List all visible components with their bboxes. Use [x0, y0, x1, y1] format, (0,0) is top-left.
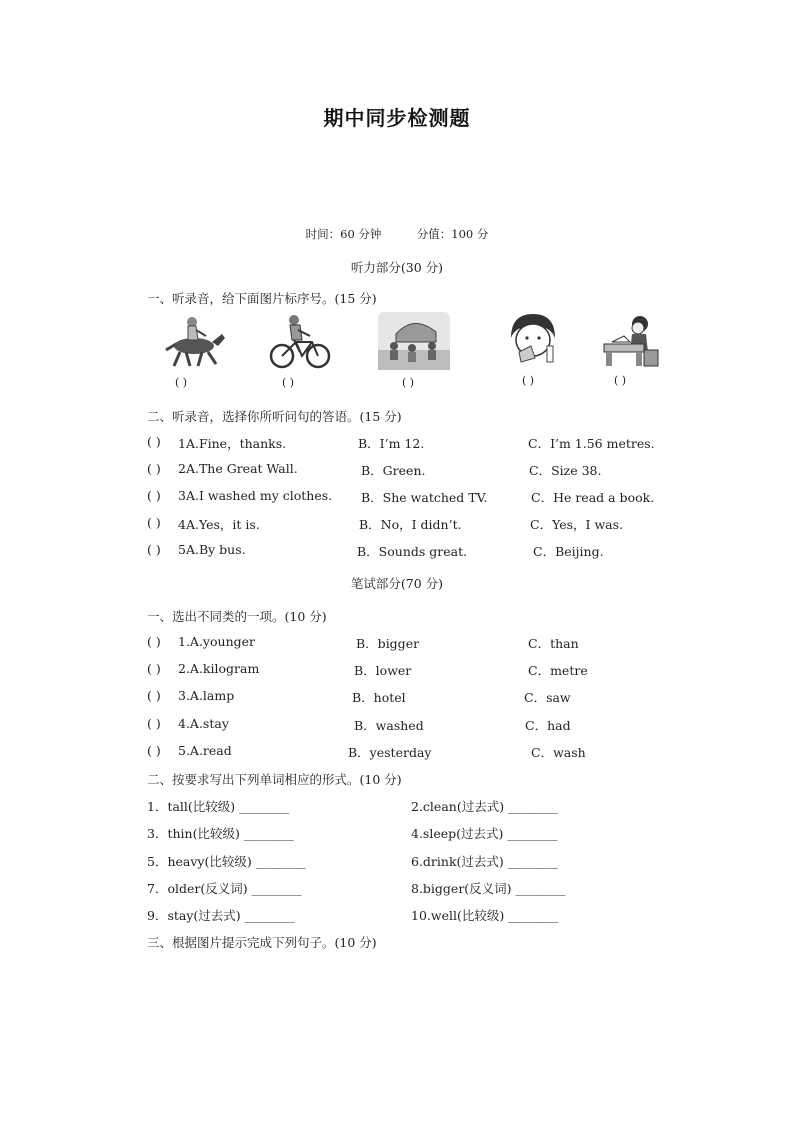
option-c: C．Size 38. [529, 463, 602, 478]
answer-paren[interactable]: ( ) [147, 434, 161, 449]
answer-paren[interactable]: ( ) [147, 688, 161, 703]
writing-part3-title: 三、根据图片提示完成下列句子。(10 分) [147, 935, 377, 950]
answer-paren[interactable]: ( ) [147, 515, 161, 530]
option-c: C．had [525, 718, 571, 733]
option-b: B．Sounds great. [357, 544, 468, 559]
option-c: C．He read a book. [531, 490, 655, 505]
page-title: 期中同步检测题 [323, 106, 471, 130]
picture-answer-paren[interactable]: ( ) [522, 374, 535, 387]
answer-paren[interactable]: ( ) [147, 488, 161, 503]
word-form-item[interactable]: 7．older(反义词) ________ [147, 881, 302, 896]
total-score: 分值：100 分 [416, 227, 489, 241]
option-b: B．washed [354, 718, 424, 733]
option-a: 4.A.stay [178, 716, 229, 731]
listening-part2-title: 二、听录音，选择你所听问句的答语。(15 分) [147, 409, 402, 424]
sick-girl-icon [505, 312, 561, 372]
horse-rider-icon [160, 312, 228, 374]
word-form-item[interactable]: 9．stay(过去式) ________ [147, 908, 295, 923]
option-b: B．Green. [361, 463, 426, 478]
writing-heading: 笔试部分(70 分) [350, 576, 444, 591]
picture-answer-paren[interactable]: ( ) [175, 376, 188, 389]
word-form-item[interactable]: 2.clean(过去式) ________ [411, 799, 559, 814]
answer-paren[interactable]: ( ) [147, 461, 161, 476]
listening-heading: 听力部分(30 分) [350, 260, 444, 275]
word-form-item[interactable]: 3．thin(比较级) ________ [147, 826, 294, 841]
option-a: 1.A.younger [178, 634, 255, 649]
option-a: 2A.The Great Wall. [178, 461, 298, 476]
time-limit: 时间：60 分钟 [305, 227, 382, 241]
answer-paren[interactable]: ( ) [147, 542, 161, 557]
option-b: B．No，I didn’t. [359, 517, 462, 532]
word-form-item[interactable]: 5．heavy(比较级) ________ [147, 854, 306, 869]
option-b: B．bigger [356, 636, 420, 651]
option-a: 3A.I washed my clothes. [178, 488, 333, 503]
option-c: C．metre [528, 663, 588, 678]
option-b: B．yesterday [348, 745, 432, 760]
picture-answer-paren[interactable]: ( ) [282, 376, 295, 389]
listening-part1-title: 一、听录音，给下面图片标序号。(15 分) [147, 291, 377, 306]
word-form-item[interactable]: 4.sleep(过去式) ________ [411, 826, 558, 841]
cyclist-icon [268, 312, 332, 374]
option-a: 4A.Yes，it is. [178, 517, 260, 532]
option-c: C．saw [524, 690, 571, 705]
exam-meta [0, 226, 794, 242]
word-form-item[interactable]: 1．tall(比较级) ________ [147, 799, 290, 814]
option-a: 5A.By bus. [178, 542, 246, 557]
answer-paren[interactable]: ( ) [147, 634, 161, 649]
girl-reading-icon [602, 312, 660, 372]
writing-part1-title: 一、选出不同类的一项。(10 分) [147, 609, 327, 624]
option-c: C．Yes，I was. [530, 517, 623, 532]
word-form-item[interactable]: 8.bigger(反义词) ________ [411, 881, 566, 896]
option-a: 2.A.kilogram [178, 661, 260, 676]
word-form-item[interactable]: 6.drink(过去式) ________ [411, 854, 558, 869]
option-b: B．lower [354, 663, 412, 678]
family-picnic-icon [378, 312, 450, 374]
picture-answer-paren[interactable]: ( ) [614, 374, 627, 387]
option-a: 3.A.lamp [178, 688, 235, 703]
option-c: C．than [528, 636, 579, 651]
option-b: B．She watched TV. [361, 490, 488, 505]
option-c: C．Beijing. [533, 544, 604, 559]
answer-paren[interactable]: ( ) [147, 716, 161, 731]
word-form-item[interactable]: 10.well(比较级) ________ [411, 908, 559, 923]
option-a: 5.A.read [178, 743, 232, 758]
option-c: C．I’m 1.56 metres. [528, 436, 655, 451]
writing-part2-title: 二、按要求写出下列单词相应的形式。(10 分) [147, 772, 402, 787]
option-b: B．hotel [352, 690, 406, 705]
picture-answer-paren[interactable]: ( ) [402, 376, 415, 389]
option-c: C．wash [531, 745, 586, 760]
answer-paren[interactable]: ( ) [147, 743, 161, 758]
option-b: B．I’m 12. [358, 436, 425, 451]
option-a: 1A.Fine，thanks. [178, 436, 287, 451]
answer-paren[interactable]: ( ) [147, 661, 161, 676]
